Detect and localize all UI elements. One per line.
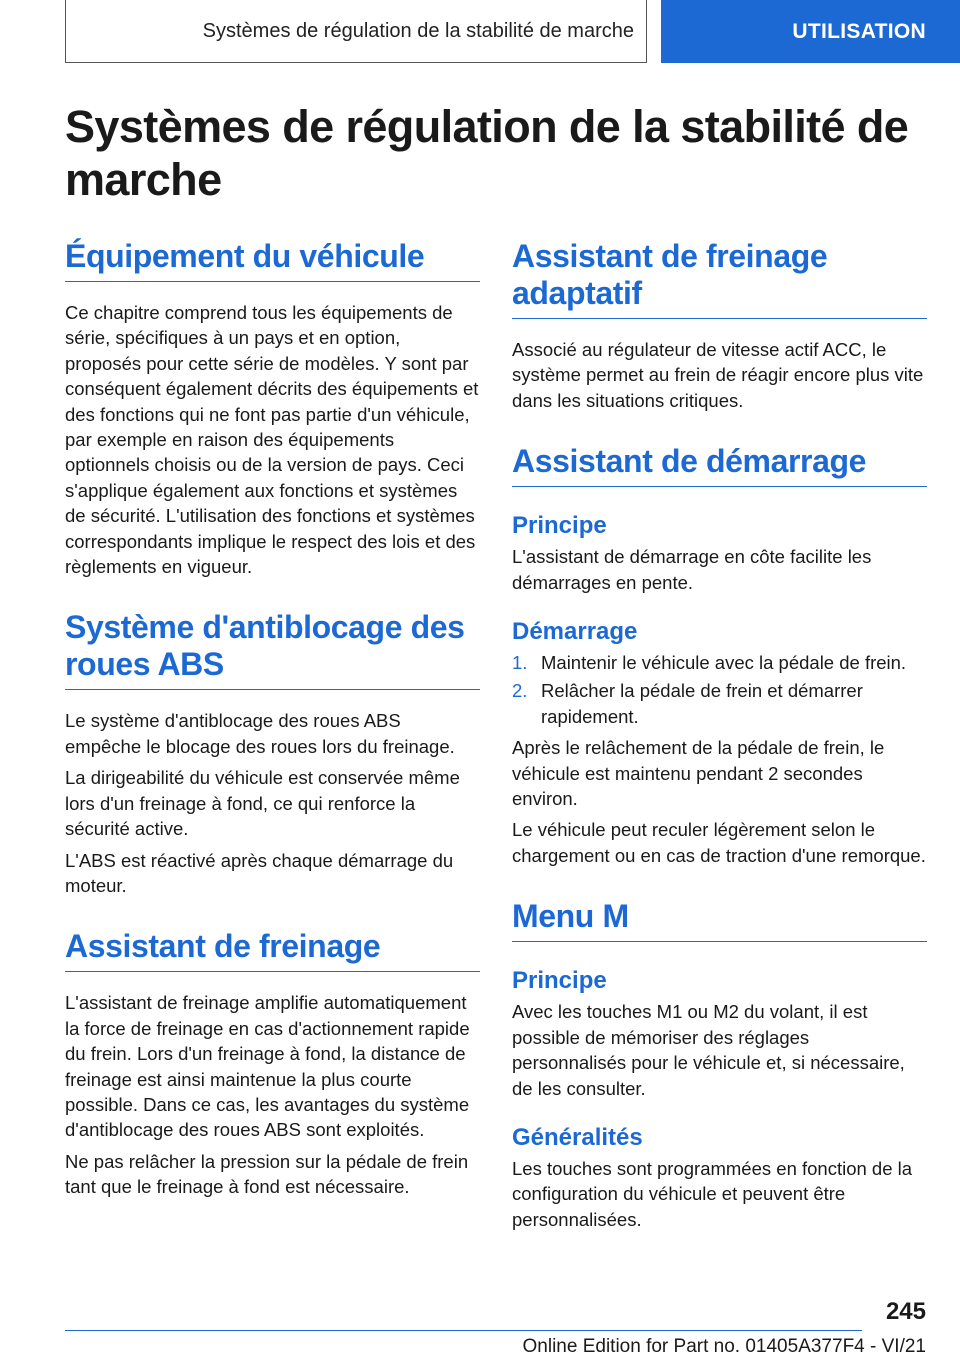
section-abs xyxy=(65,609,480,898)
heading-equipment: Équipement du véhicule xyxy=(65,238,480,282)
heading-start-assist: Assistant de démarrage xyxy=(512,443,927,487)
heading-m-menu: Menu M xyxy=(512,898,927,942)
edition-footer: Online Edition for Part no. 01405A377F4 - VI/21 xyxy=(522,1336,926,1357)
list-item xyxy=(512,650,927,675)
step-number: 2. xyxy=(512,680,528,702)
abs-paragraph-1: Le système d'antiblocage des roues ABS empêche le blocage des roues lors du freinage. xyxy=(65,710,455,757)
heading-adaptive-brake: Assistant de freinage adaptatif xyxy=(512,238,927,319)
right-column xyxy=(512,238,927,1262)
abs-paragraph-2: La dirigeabilité du véhicule est conservée même lors d'un freinage à fond, ce qui renforce la sécurité active. xyxy=(65,767,460,840)
page-number: 245 xyxy=(885,1298,926,1325)
section-m-menu xyxy=(512,898,927,1232)
step-text: Relâcher la pédale de frein et démarrer rapidement. xyxy=(541,680,863,727)
footer-divider xyxy=(65,1330,862,1331)
equipment-text: Ce chapitre comprend tous les équipements de série, spécifiques à un pays et en option, proposés pour cette série de modèles. Y sont par conséquent également décrits des équipements et des fonctions qui ne font pas partie d'un véhicule, par exemple en raison des équipements optionnels choisis ou de la version de pays. Ceci s'applique également aux fonctions et systèmes de sécurité. L'utilisation des fonctions et systèmes correspondants implique le respect des lois et des règlements en vigueur. xyxy=(65,302,479,578)
start-assist-paragraph-1: Après le relâchement de la pédale de frein, le véhicule est maintenu pendant 2 secondes environ. xyxy=(512,737,885,810)
section-adaptive-brake xyxy=(512,238,927,413)
page-title: Systèmes de régulation de la stabilité de marche xyxy=(65,101,909,205)
subheading-m-principle: Principe xyxy=(512,967,607,995)
section-equipment xyxy=(65,238,480,579)
subheading-general: Généralités xyxy=(512,1123,643,1151)
start-assist-principle-text: L'assistant de démarrage en côte facilite les démarrages en pente. xyxy=(512,546,872,593)
step-number: 1. xyxy=(512,652,528,674)
section-start-assist xyxy=(512,443,927,868)
start-assist-paragraph-2: Le véhicule peut reculer légèrement selon le chargement ou en cas de traction d'une remorque. xyxy=(512,819,926,866)
m-menu-general-text: Les touches sont programmées en fonction de la configuration du véhicule et peuvent être personnalisées. xyxy=(512,1157,913,1230)
brake-assist-paragraph-2: Ne pas relâcher la pression sur la pédale de frein tant que le freinage à fond est nécessaire. xyxy=(65,1150,469,1198)
step-text: Maintenir le véhicule avec la pédale de frein. xyxy=(541,652,907,674)
chapter-title: Systèmes de régulation de la stabilité de marche xyxy=(202,19,634,42)
heading-brake-assist: Assistant de freinage xyxy=(65,928,480,972)
subheading-start: Démarrage xyxy=(512,618,638,646)
left-column xyxy=(65,238,480,1230)
section-brake-assist xyxy=(65,928,480,1199)
adaptive-brake-text: Associé au régulateur de vitesse actif ACC, le système permet au frein de réagir encore plus vite dans les situations critiques. xyxy=(512,339,924,411)
brake-assist-paragraph-1: L'assistant de freinage amplifie automatiquement la force de freinage en cas d'actionnement rapide du frein. Lors d'un freinage à fond, la distance de freinage est ainsi maintenue la plus courte possible. Dans ce cas, les avantages du système d'antiblocage des roues ABS sont exploités. xyxy=(65,992,470,1141)
list-item xyxy=(512,678,927,729)
start-steps-list xyxy=(512,650,927,729)
running-header xyxy=(65,0,647,63)
heading-abs: Système d'antiblocage des roues ABS xyxy=(65,609,480,690)
section-tab xyxy=(661,0,960,63)
section-tab-label: UTILISATION xyxy=(792,19,926,43)
subheading-principle: Principe xyxy=(512,512,607,540)
abs-paragraph-3: L'ABS est réactivé après chaque démarrage du moteur. xyxy=(65,849,454,896)
m-menu-principle-text: Avec les touches M1 ou M2 du volant, il est possible de mémoriser des réglages personnalisés pour le véhicule et, si nécessaire, de les consulter. xyxy=(512,1001,905,1099)
